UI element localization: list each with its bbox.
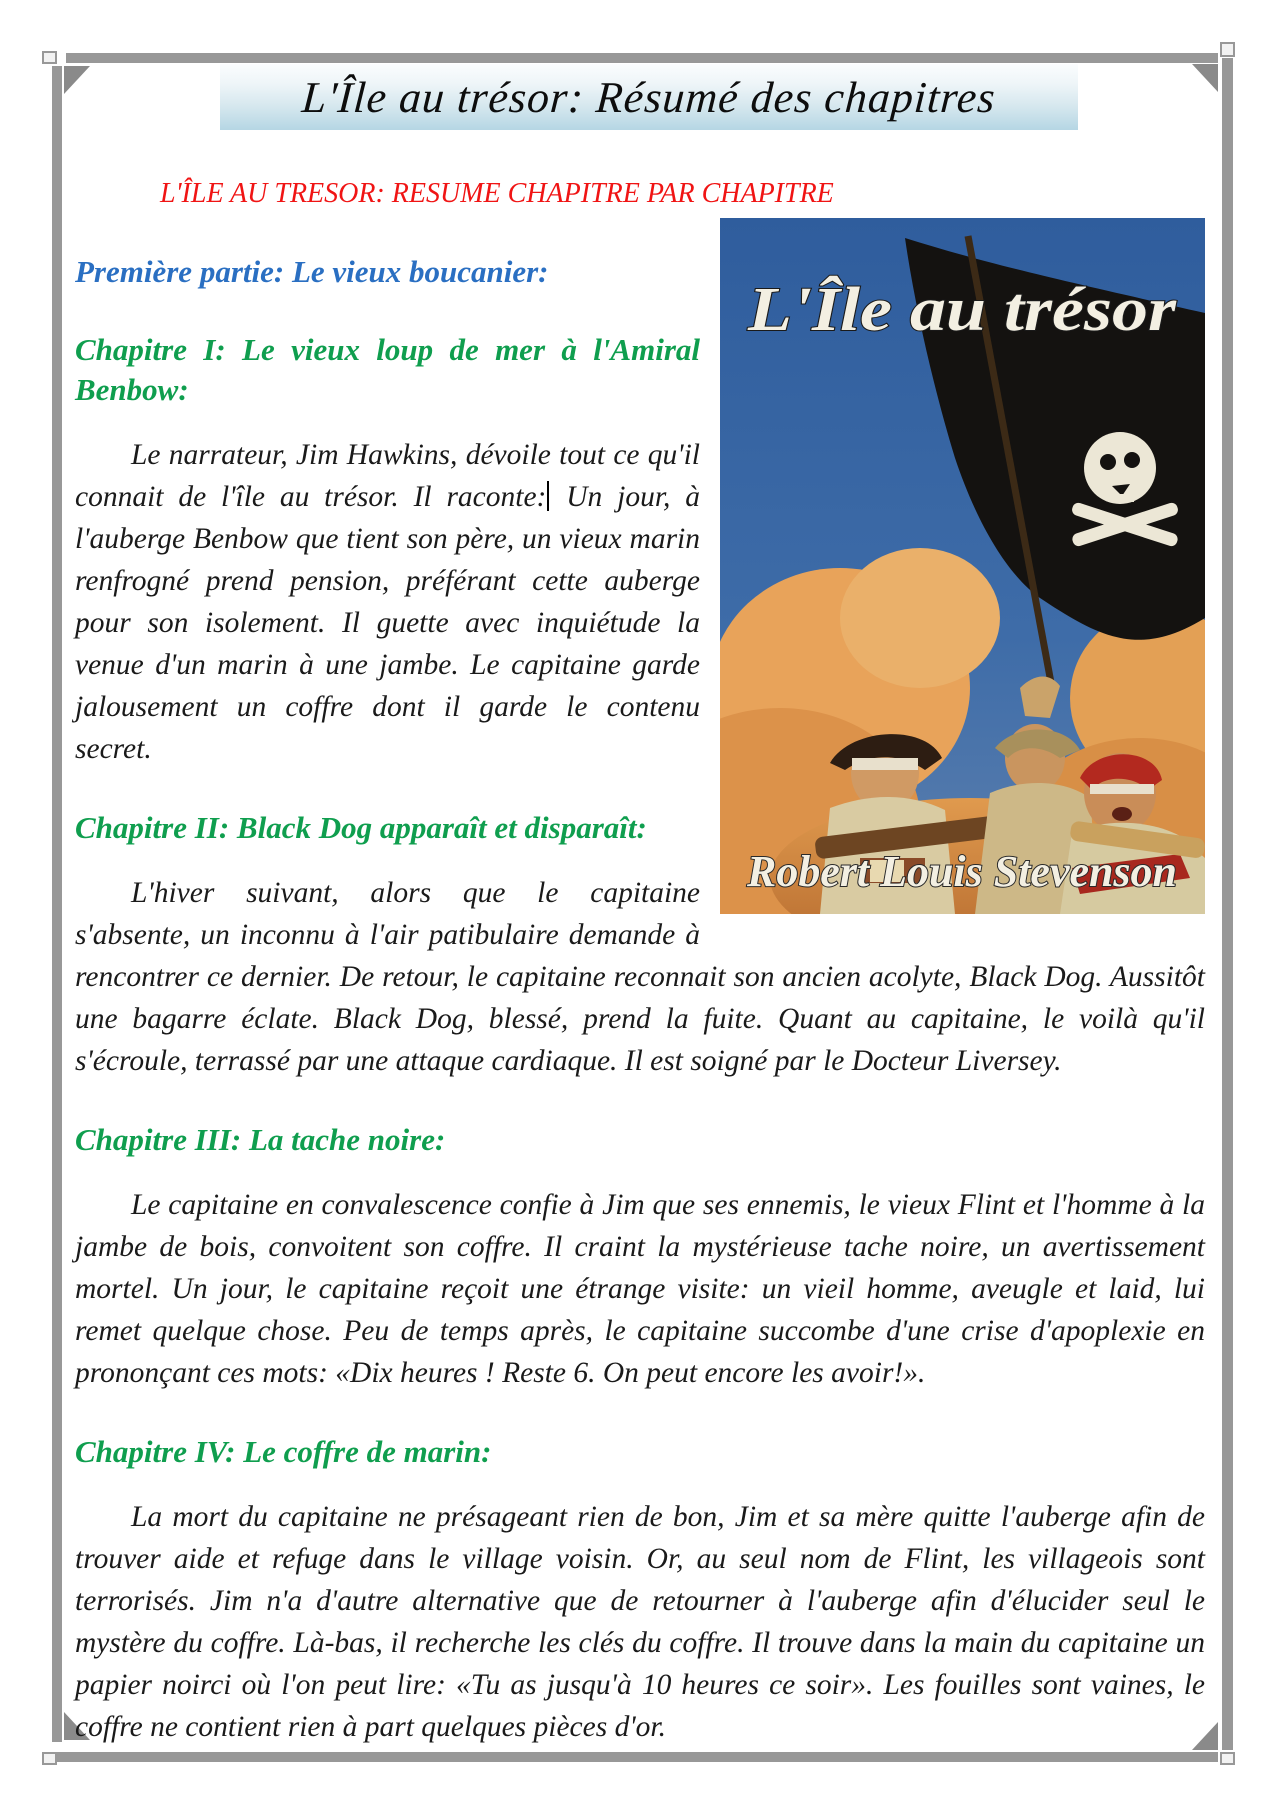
frame-corner-square-top-right [1220, 42, 1235, 57]
banner-title: L'Île au trésor: Résumé des chapitres [300, 72, 998, 122]
part-heading[interactable]: Première partie: Le vieux boucanier: [75, 254, 549, 289]
cover-author: Robert Louis Stevenson [746, 847, 1177, 896]
cover-image[interactable] [720, 218, 1205, 914]
frame-corner-square-bottom-right [1220, 1752, 1235, 1765]
chapter-3-heading[interactable]: Chapitre III: La tache noire: [75, 1122, 446, 1157]
chapter-1-heading[interactable]: Chapitre I: Le vieux loup de mer à l'Amiral Benbow: [75, 332, 700, 407]
chapter-1-text-before-cursor: Le narrateur, Jim Hawkins, dévoile tout ce qu'il connait de l'île au trésor. Il raconte: [75, 439, 700, 513]
cover-title: L'Île au trésor [746, 276, 1177, 344]
page-frame-bottom-bar [55, 1752, 1218, 1762]
page-frame-left-bar [52, 66, 62, 1742]
frame-corner-square-bottom-left [42, 1752, 57, 1765]
chapter-3-body[interactable]: Le capitaine en convalescence confie à Jim que ses ennemis, le vieux Flint et l'homme à la jambe de bois, convoitent son coffre. Il craint la mystérieuse tache noire, un avertissement mortel. Un jour, le capitaine reçoit une étrange visite: un vieil homme, aveugle et laid, lui remet quelque chose. Peu de temps après, le capitaine succombe d'une crise d'apoplexie en prononçant ces mots: «Dix heures ! Reste 6. On peut encore les avoir!». [75, 1189, 1205, 1389]
chapter-2-body[interactable]: L'hiver suivant, alors que le capitaine s'absente, un inconnu à l'air patibulaire demande à rencontrer ce dernier. De retour, le capitaine reconnait son ancien acolyte, Black Dog. Aussitôt une bagarre éclate. Black Dog, blessé, prend la fuite. Quant au capitaine, le voilà qu'il s'écroule, terrassé par une attaque cardiaque. Il est soigné par le Docteur Liversey. [75, 877, 1205, 1077]
frame-corner-square-top-left [42, 51, 57, 64]
chapter-1-text-after-cursor: Un jour, à l'auberge Benbow que tient son père, un vieux marin renfrogné prend pension, préférant cette auberge pour son isolement. Il guette avec inquiétude la venue d'un marin à une jambe. Le capitaine garde jalousement un coffre dont il garde le contenu secret. [75, 481, 700, 765]
title-banner[interactable] [220, 64, 1078, 130]
document-text-area[interactable] [75, 176, 1205, 1748]
page-frame-right-bar [1222, 58, 1233, 1750]
margin-corner-mark-top-right [1192, 64, 1218, 92]
treasure-island-cover-art [720, 218, 1205, 914]
main-heading[interactable]: L'ÎLE AU TRESOR: RESUME CHAPITRE PAR CHAPITRE [160, 178, 834, 209]
margin-corner-mark-top-left [64, 66, 90, 94]
chapter-2-heading[interactable]: Chapitre II: Black Dog apparaît et disparaît: [75, 810, 647, 845]
page-frame-top-bar [66, 53, 1218, 63]
chapter-4-body[interactable]: La mort du capitaine ne présageant rien de bon, Jim et sa mère quitte l'auberge afin de trouver aide et refuge dans le village voisin. Or, au seul nom de Flint, les villageois sont terrorisés. Jim n'a d'autre alternative que de retourner à l'auberge afin d'élucider seul le mystère du coffre. Là-bas, il recherche les clés du coffre. Il trouve dans la main du capitaine un papier noirci où l'on peut lire: «Tu as jusqu'à 10 heures ce soir». Les fouilles sont vaines, le coffre ne contient rien à part quelques pièces d'or. [75, 1501, 1205, 1743]
chapter-4-heading[interactable]: Chapitre IV: Le coffre de marin: [75, 1434, 492, 1469]
text-cursor[interactable] [547, 481, 549, 511]
